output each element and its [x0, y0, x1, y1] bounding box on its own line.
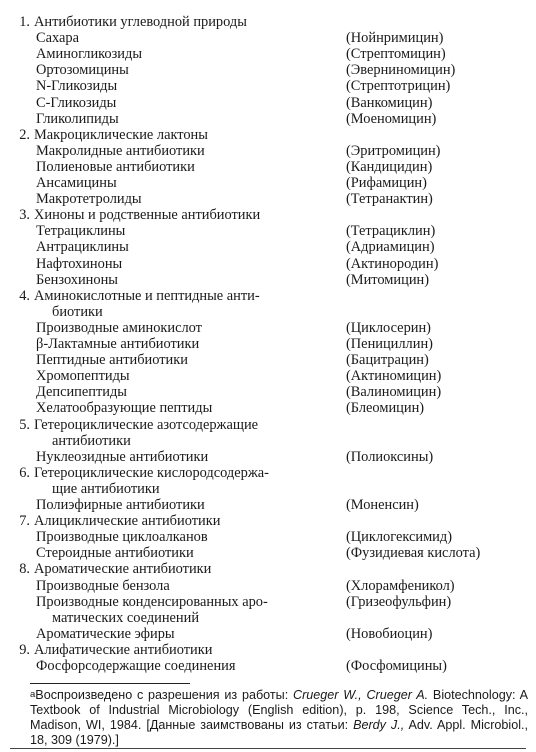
- subclass-name: С-Гликозиды: [36, 94, 117, 111]
- category-title: Аминокислотные и пептидные анти-: [34, 287, 260, 304]
- example-antibiotic: (Моненсин): [346, 497, 419, 513]
- subclass-name: Нафтохиноны: [36, 255, 123, 272]
- category-title: Хиноны и родственные антибиотики: [34, 207, 261, 224]
- subclass-name: Нуклеозидные антибиотики: [36, 448, 209, 465]
- category-title: Макроциклические лактоны: [34, 126, 208, 143]
- footnote-marker: a: [30, 689, 36, 700]
- subclass-name: матических соединений: [52, 609, 200, 626]
- subclass-name: Бензохиноны: [36, 271, 118, 288]
- list-item: [0, 481, 536, 498]
- page-bottom-rule: [10, 748, 526, 749]
- category-number: 3.: [19, 207, 30, 224]
- list-item: [0, 304, 536, 321]
- subclass-name: щие антибиотики: [52, 480, 160, 497]
- category-heading-row: [0, 288, 536, 305]
- subclass-name: Производные бензола: [36, 577, 170, 594]
- example-antibiotic: (Циклогексимид): [346, 529, 452, 546]
- list-item: [0, 497, 536, 514]
- category-title: Алициклические антибиотики: [34, 513, 221, 530]
- subclass-name: Аминогликозиды: [36, 46, 142, 63]
- list-item: [0, 352, 536, 369]
- example-antibiotic: (Тетрациклин): [346, 223, 436, 240]
- example-antibiotic: (Эверниномицин): [346, 62, 456, 79]
- category-title: Гетероциклические кислородсодержа-: [34, 464, 269, 481]
- subclass-name: Производные конденсированных аро-: [36, 593, 268, 610]
- footnote-authors-1: Crueger W., Crueger A.: [293, 688, 429, 702]
- example-antibiotic: (Гризеофульфин): [346, 593, 452, 610]
- category-heading-row: [0, 465, 536, 482]
- subclass-name: Производные циклоалканов: [36, 529, 208, 546]
- footnote-separator: [30, 683, 190, 684]
- list-item: [0, 256, 536, 273]
- footnote-authors-2: Berdy J.,: [353, 718, 405, 732]
- subclass-name: Сахара: [36, 30, 79, 47]
- category-heading-row: [0, 127, 536, 144]
- list-item: [0, 78, 536, 95]
- category-number: 1.: [19, 14, 30, 30]
- subclass-name: биотики: [52, 303, 103, 320]
- list-item: [0, 272, 536, 289]
- example-antibiotic: (Моеномицин): [346, 110, 437, 127]
- category-title: Ароматические антибиотики: [34, 561, 212, 578]
- category-number: 2.: [19, 126, 30, 143]
- subclass-name: Макротетролиды: [36, 191, 142, 208]
- example-antibiotic: (Блеомицин): [346, 400, 425, 417]
- list-item: [0, 610, 536, 627]
- category-heading-row: [0, 561, 536, 578]
- example-antibiotic: (Бацитрацин): [346, 352, 429, 369]
- category-title: Алифатические антибиотики: [34, 641, 213, 658]
- footnote: [30, 688, 528, 748]
- subclass-name: Тетрациклины: [36, 223, 126, 240]
- example-antibiotic: (Нойнримицин): [346, 30, 444, 47]
- category-heading-row: [0, 513, 536, 530]
- category-heading-row: [0, 642, 536, 659]
- example-antibiotic: (Митомицин): [346, 271, 430, 288]
- example-antibiotic: (Хлорамфеникол): [346, 577, 455, 594]
- subclass-name: Ансамицины: [36, 175, 117, 191]
- list-item: [0, 223, 536, 240]
- subclass-name: Гликолипиды: [36, 110, 119, 127]
- list-item: [0, 449, 536, 466]
- subclass-name: Макролидные антибиотики: [36, 142, 205, 159]
- subclass-name: Стероидные антибиотики: [36, 545, 194, 562]
- list-item: [0, 626, 536, 643]
- list-item: [0, 239, 536, 256]
- example-antibiotic: (Фузидиевая кислота): [346, 545, 481, 562]
- example-antibiotic: (Новобиоцин): [346, 625, 433, 642]
- subclass-name: Производные аминокислот: [36, 319, 202, 336]
- subclass-name: Пептидные антибиотики: [36, 352, 188, 369]
- subclass-name: β-Лактамные антибиотики: [36, 336, 200, 352]
- list-item: [0, 400, 536, 417]
- list-item: [0, 529, 536, 546]
- category-heading-row: [0, 417, 536, 434]
- list-item: [0, 384, 536, 401]
- list-item: [0, 143, 536, 160]
- list-item: [0, 95, 536, 112]
- example-antibiotic: (Стрептомицин): [346, 46, 446, 63]
- subclass-name: Антрациклины: [36, 239, 129, 256]
- list-item: [0, 111, 536, 128]
- list-item: [0, 46, 536, 63]
- example-antibiotic: (Пенициллин): [346, 336, 433, 352]
- subclass-name: антибиотики: [52, 432, 131, 449]
- category-heading-row: [0, 14, 536, 31]
- category-number: 9.: [19, 641, 30, 658]
- footnote-citation-1: Biotechnology: A Textbook of Industrial Microbiology (English edition), p. 198, Science Tech., Inc., Madison, WI, 1984. [Данные заимствованы из статьи:: [30, 688, 529, 732]
- list-item: [0, 320, 536, 337]
- list-item: [0, 336, 536, 353]
- category-number: 5.: [19, 416, 30, 433]
- example-antibiotic: (Фосфомицины): [346, 658, 447, 674]
- list-item: [0, 545, 536, 562]
- list-item: [0, 594, 536, 611]
- category-number: 6.: [19, 464, 30, 481]
- list-item: [0, 159, 536, 176]
- subclass-name: Полиэфирные антибиотики: [36, 497, 205, 513]
- example-antibiotic: (Адриамицин): [346, 239, 435, 256]
- footnote-citation-2: Adv. Appl. Microbiol., 18, 309 (1979).]: [30, 718, 528, 747]
- category-title: Антибиотики углеводной природы: [34, 14, 247, 30]
- subclass-name: Хромопептиды: [36, 368, 130, 385]
- example-antibiotic: (Полиоксины): [346, 448, 434, 465]
- list-item: [0, 62, 536, 79]
- example-antibiotic: (Эритромицин): [346, 142, 441, 159]
- example-antibiotic: (Актиномицин): [346, 368, 442, 385]
- list-item: [0, 578, 536, 595]
- category-number: 4.: [19, 287, 30, 304]
- category-number: 7.: [19, 513, 30, 530]
- subclass-name: N-Гликозиды: [36, 78, 118, 95]
- list-item: [0, 175, 536, 192]
- list-item: [0, 30, 536, 47]
- subclass-name: Хелатообразующие пептиды: [36, 400, 213, 417]
- category-title: Гетероциклические азотсодержащие: [34, 416, 259, 433]
- subclass-name: Ортозомицины: [36, 62, 129, 79]
- list-item: [0, 658, 536, 675]
- subclass-name: Фосфорсодержащие соединения: [36, 658, 236, 674]
- list-item: [0, 433, 536, 450]
- example-antibiotic: (Ванкомицин): [346, 94, 433, 111]
- category-number: 8.: [19, 561, 30, 578]
- example-antibiotic: (Актинородин): [346, 255, 439, 272]
- subclass-name: Полиеновые антибиотики: [36, 158, 195, 175]
- example-antibiotic: (Рифамицин): [346, 175, 427, 191]
- list-item: [0, 368, 536, 385]
- subclass-name: Депсипептиды: [36, 384, 127, 401]
- subclass-name: Ароматические эфиры: [36, 625, 175, 642]
- example-antibiotic: (Тетранактин): [346, 191, 433, 208]
- example-antibiotic: (Валиномицин): [346, 384, 442, 401]
- list-item: [0, 191, 536, 208]
- example-antibiotic: (Стрептотрицин): [346, 78, 451, 95]
- category-heading-row: [0, 207, 536, 224]
- example-antibiotic: (Кандицидин): [346, 158, 433, 175]
- example-antibiotic: (Циклосерин): [346, 319, 431, 336]
- footnote-intro: Воспроизведено с разрешения из работы:: [35, 688, 293, 702]
